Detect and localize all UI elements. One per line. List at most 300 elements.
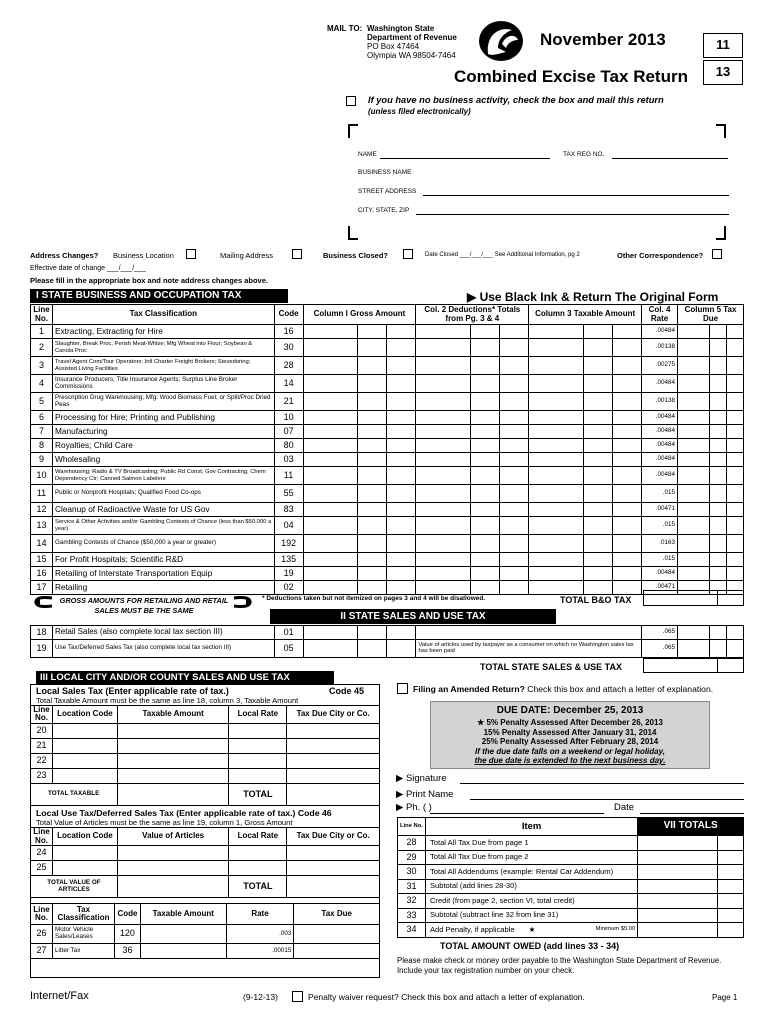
totals-item [425,894,637,909]
tax-row [31,944,380,959]
amount-field[interactable] [678,393,744,411]
effective-date-label: Effective date of change ___/___/___ [30,265,146,272]
amount-field[interactable] [416,375,529,393]
tax-rate: .015 [642,553,678,567]
total-sales-use-field[interactable] [643,658,744,673]
totals-item [425,836,637,851]
tax-row [31,517,744,535]
rate-field[interactable] [229,768,287,783]
line-no: 5 [31,393,53,411]
mail-address [367,24,457,60]
amount-field[interactable] [678,567,744,581]
penalty-waiver-checkbox[interactable] [292,991,303,1002]
amount-field[interactable] [303,517,416,535]
amount-field[interactable] [303,640,416,658]
tax-code: 36 [114,944,140,959]
amount-field[interactable] [416,553,529,567]
col-location-code: Location Code [52,706,117,724]
mail-line: PO Box 47464 [367,42,420,51]
signature-label: ▶ Signature [396,773,447,784]
tax-classification: Manufacturing [52,425,274,439]
tax-row [31,567,744,581]
amount-field[interactable] [678,425,744,439]
star-icon: ★ [528,924,536,934]
tax-code: 02 [274,581,303,595]
tax-due-field[interactable] [287,861,380,876]
total-bo-tax-field[interactable] [643,590,744,606]
tax-classification: Litter Tax [52,944,114,959]
signature-field[interactable] [460,783,744,784]
business-location-checkbox[interactable] [186,249,196,259]
tax-rate: .00138 [642,393,678,411]
tax-reg-field[interactable] [612,158,728,159]
amount-field[interactable] [678,467,744,485]
amount-field[interactable] [303,626,416,640]
tax-classification: Insurance Producers; Title Insurance Agents; Surplus Line Broker Commissions [52,375,274,393]
totals-row [398,850,744,865]
amount-field[interactable] [529,339,642,357]
amount-field[interactable] [529,411,642,425]
amount-field[interactable] [303,411,416,425]
tax-row [31,339,744,357]
penalty-15: 15% Penalty Assessed After January 31, 2014 [483,727,657,737]
location-code-field[interactable] [52,723,117,738]
section-1-table [30,304,744,595]
business-location-label: Business Location [113,251,174,260]
amount-field[interactable] [529,439,642,453]
amount-field[interactable] [416,453,529,467]
totals-amount-field[interactable] [638,894,718,909]
tax-code: 83 [274,503,303,517]
amount-field[interactable] [140,925,226,944]
city-field[interactable] [416,214,729,215]
line-no: 24 [31,846,53,861]
amount-field[interactable] [416,535,529,553]
payment-note: Please make check or money order payable to the Washington State Department of Revenue. Include your tax registration number on your check. [397,956,722,975]
amount-field[interactable] [529,453,642,467]
line-no: 9 [31,453,53,467]
tax-row [31,375,744,393]
tax-rate: .00275 [642,357,678,375]
gross-arrow-left-icon [32,594,54,610]
tax-row [31,425,744,439]
tax-classification: Warehousing; Radio & TV Broadcasting; Public Rd Const; Gov Contracting; Chem Dependency Ctr; Canned Salmon Labelers [52,467,274,485]
line-no: 19 [31,640,53,658]
col-line-no: Line No. [31,305,53,325]
tax-row [31,485,744,503]
dor-logo-icon [476,18,526,64]
total-tax-field[interactable] [287,876,380,898]
amount-field[interactable] [529,375,642,393]
no-activity-text: If you have no business activity, check the box and mail this return [368,95,664,105]
amount-field[interactable] [303,339,416,357]
total-value-field[interactable] [117,876,229,898]
other-correspondence-label: Other Correspondence? [617,251,704,260]
amount-field[interactable] [678,411,744,425]
amount-field[interactable] [678,339,744,357]
tax-row [31,503,744,517]
total-value-label: TOTAL VALUE OF ARTICLES [31,876,118,898]
tax-row [31,439,744,453]
tax-reg-label: TAX REG NO. [563,151,605,158]
business-name-label: BUSINESS NAME [358,169,412,176]
total-taxable-field[interactable] [117,783,229,805]
tax-code: 14 [274,375,303,393]
section-2-table [30,625,744,658]
mailing-address-checkbox[interactable] [292,249,302,259]
amount-field[interactable] [303,467,416,485]
amount-field[interactable] [678,357,744,375]
amount-field[interactable] [529,425,642,439]
phone-field[interactable] [430,813,604,814]
line-no: 8 [31,439,53,453]
amount-field[interactable] [678,503,744,517]
col-local-rate: Local Rate [229,828,287,846]
totals-item [425,879,637,894]
amount-field[interactable] [303,553,416,567]
section-3-bottom-table [30,903,380,959]
col-tax-classification: Tax Classification [52,904,114,925]
amount-field[interactable] [416,467,529,485]
amount-field[interactable] [303,567,416,581]
amount-field[interactable] [416,581,529,595]
line-no: 17 [31,581,53,595]
local-row [31,846,380,861]
amount-field[interactable] [416,485,529,503]
tax-row [31,357,744,375]
amount-field[interactable] [416,517,529,535]
return-month: November 2013 [540,30,666,49]
totals-table [397,817,744,938]
amount-field[interactable] [678,535,744,553]
totals-cents-field[interactable] [718,865,744,880]
totals-amount-field[interactable] [638,865,718,880]
line-no: 3 [31,357,53,375]
tax-classification: Cleanup of Radioactive Waste for US Gov [52,503,274,517]
amount-field[interactable] [529,517,642,535]
col-deductions: Col. 2 Deductions* Totals from Pg. 3 & 4 [416,305,529,325]
amount-field[interactable] [303,425,416,439]
rate-field[interactable] [229,723,287,738]
tax-classification: Processing for Hire; Printing and Publishing [52,411,274,425]
tax-classification: Gambling Contests of Chance ($50,000 a year or greater) [52,535,274,553]
location-code-field[interactable] [52,861,117,876]
total-tax-field[interactable] [287,783,380,805]
amount-field[interactable] [117,846,229,861]
tax-classification: Use Tax/Deferred Sales Tax (also complete local tax section III) [52,640,274,658]
tax-rate: .0163 [642,535,678,553]
phone-label: ▶ Ph. ( ) [396,802,432,813]
amount-field[interactable] [117,723,229,738]
totals-amount-field[interactable] [638,836,718,851]
amount-field[interactable] [529,503,642,517]
amount-field[interactable] [117,768,229,783]
amount-field[interactable] [529,393,642,411]
rate-field[interactable] [229,738,287,753]
amount-field[interactable] [303,439,416,453]
line-no: 30 [398,865,426,880]
tax-code: 04 [274,517,303,535]
amount-field[interactable] [529,325,642,339]
totals-cents-field[interactable] [718,923,744,938]
tax-due-field[interactable] [287,723,380,738]
line-no: 16 [31,567,53,581]
section-3-title: III LOCAL CITY AND/OR COUNTY SALES AND USE TAX [36,671,334,684]
col-tax-due: Tax Due City or Co. [287,706,380,724]
date-field[interactable] [640,813,744,814]
amended-rest: Check this box and attach a letter of explanation. [524,684,714,694]
tax-classification: Royalties; Child Care [52,439,274,453]
amount-field[interactable] [416,325,529,339]
total-sales-use-label: TOTAL STATE SALES & USE TAX [480,662,623,672]
tax-code: 07 [274,425,303,439]
tax-row [31,626,744,640]
tax-rate: .00471 [642,503,678,517]
line-no: 25 [31,861,53,876]
tax-code: 55 [274,485,303,503]
local-sales-label: Local Sales Tax (Enter applicable rate of tax.) [36,686,229,696]
col-value-articles: Value of Articles [117,828,229,846]
amount-field[interactable] [416,339,529,357]
amount-field[interactable] [678,325,744,339]
street-label: STREET ADDRESS [358,188,417,195]
star-icon: ★ [477,718,485,727]
amount-field[interactable] [117,753,229,768]
corner-mark [716,124,726,138]
tax-code: 135 [274,553,303,567]
location-code-field[interactable] [52,846,117,861]
tax-classification: Public or Nonprofit Hospitals; Qualified Food Co-ops [52,485,274,503]
amount-field[interactable] [117,861,229,876]
tax-rate: .00484 [642,453,678,467]
amount-field[interactable] [529,581,642,595]
amount-field[interactable] [416,357,529,375]
amount-field[interactable] [303,581,416,595]
line-no: 18 [31,626,53,640]
tax-row [31,467,744,485]
totals-item-text: Subtotal (subtract line 32 from line 31) [429,910,559,920]
tax-code: 192 [274,535,303,553]
amount-field[interactable] [416,626,642,640]
line-no: 13 [31,517,53,535]
amount-field[interactable] [416,425,529,439]
tax-rate: .00484 [642,467,678,485]
location-code-field[interactable] [52,753,117,768]
total-taxable-label: TOTAL TAXABLE [31,783,118,805]
amount-field[interactable] [678,485,744,503]
amount-field[interactable] [678,375,744,393]
tax-code: 16 [274,325,303,339]
tax-row [31,453,744,467]
totals-item [425,923,637,938]
totals-cents-field[interactable] [718,879,744,894]
col-line-no: Line No. [31,706,53,724]
tax-classification: Retailing of Interstate Transportation Equip [52,567,274,581]
local-row [31,861,380,876]
amount-field[interactable] [303,453,416,467]
tax-row [31,640,744,658]
rate-field[interactable] [229,753,287,768]
col-tax-due: Column 5 Tax Due [678,305,744,325]
line-no: 1 [31,325,53,339]
form-title: Combined Excise Tax Return [454,67,688,86]
local-sales-sub: Total Taxable Amount must be the same as line 18, column 3, Taxable Amount [36,696,299,705]
total-label: TOTAL [229,876,287,898]
local-use-sub: Total Value of Articles must be the same as line 19, column 1, Gross Amount [36,818,293,827]
print-name-field[interactable] [470,799,744,800]
line-no: 7 [31,425,53,439]
line-no: 23 [31,768,53,783]
tax-code: 11 [274,467,303,485]
amount-field[interactable] [303,535,416,553]
signature-text: Signature [405,773,447,784]
local-use-label: Local Use Tax/Deferred Sales Tax (Enter applicable rate of tax.) Code 46 [36,808,332,818]
tax-row [31,393,744,411]
name-field[interactable] [380,158,550,159]
totals-item [425,865,637,880]
weekend-note-2: the due date is extended to the next business day. [474,756,666,765]
amount-field[interactable] [416,439,529,453]
amount-field[interactable] [678,553,744,567]
amount-field[interactable] [678,517,744,535]
minimum-note: Minimum $5.00 [595,925,636,932]
tax-due-field[interactable] [294,925,380,944]
amount-field[interactable] [303,357,416,375]
line-no: 2 [31,339,53,357]
line-no: 14 [31,535,53,553]
totals-amount-field[interactable] [638,879,718,894]
penalty-5-text: 5% Penalty Assessed After December 26, 2013 [486,718,663,727]
amount-field[interactable] [140,944,226,959]
tax-due-field[interactable] [287,753,380,768]
tax-code: 05 [274,640,303,658]
tax-classification: Extracting, Extracting for Hire [52,325,274,339]
col-rate: Rate [226,904,294,925]
line-no: 33 [398,908,426,923]
totals-row [398,879,744,894]
amount-field[interactable] [678,626,744,640]
footer-date: (9-12-13) [243,992,278,1002]
amount-field[interactable] [529,553,642,567]
amount-field[interactable] [529,357,642,375]
penalty-5 [431,718,709,728]
amount-field[interactable] [678,439,744,453]
totals-amount-field[interactable] [638,908,718,923]
penalty-25: 25% Penalty Assessed After February 28, 2014 [481,737,659,746]
penalty-waiver-text: Penalty waiver request? Check this box and attach a letter of explanation. [308,992,585,1002]
col-tax-classification: Tax Classification [52,305,274,325]
local-row [31,753,380,768]
street-field[interactable] [423,195,729,196]
col-tax-due: Tax Due City or Co. [287,828,380,846]
amount-field[interactable] [416,411,529,425]
tax-code: 21 [274,393,303,411]
fill-note: Please fill in the appropriate box and note address changes above. [30,276,268,285]
no-activity-checkbox[interactable] [346,96,356,106]
tax-classification: Service & Other Activities and/or Gambling Contests of Chance (less than $50,000 a year) [52,517,274,535]
amount-field[interactable] [303,485,416,503]
tax-rate: .015 [642,517,678,535]
amount-field[interactable] [678,453,744,467]
tax-due-field[interactable] [287,768,380,783]
business-closed-label: Business Closed? [323,251,389,260]
col-line-no: Line No. [31,904,53,925]
amount-field[interactable] [303,325,416,339]
totals-item-text: Subtotal (add lines 28-30) [429,881,517,891]
gross-arrow-right-icon [232,594,254,610]
amended-return-checkbox[interactable] [397,683,408,694]
date-label: Date [614,802,635,813]
line-no: 11 [31,485,53,503]
tax-classification: For Profit Hospitals; Scientific R&D [52,553,274,567]
corner-mark [348,226,358,240]
tax-due-field[interactable] [287,846,380,861]
totals-cents-field[interactable] [718,850,744,865]
tax-rate: .00484 [642,411,678,425]
amount-field[interactable] [529,485,642,503]
totals-cents-field[interactable] [718,894,744,909]
tax-due-field[interactable] [294,944,380,959]
amount-field[interactable] [303,375,416,393]
other-correspondence-checkbox[interactable] [712,249,722,259]
totals-item-text: Total All Tax Due from page 2 [429,852,529,862]
deductions-note: * Deductions taken but not itemized on pages 3 and 4 will be disallowed. [262,595,486,602]
page-number: Page 1 [712,993,738,1002]
rate-field[interactable] [229,861,287,876]
business-closed-checkbox[interactable] [403,249,413,259]
amount-field[interactable] [529,535,642,553]
amount-field[interactable] [416,503,529,517]
location-code-field[interactable] [52,738,117,753]
totals-row [398,836,744,851]
rate-field[interactable] [229,846,287,861]
amount-field[interactable] [529,567,642,581]
col-taxable-amount: Taxable Amount [140,904,226,925]
tax-code: 28 [274,357,303,375]
amount-field[interactable] [303,393,416,411]
location-code-field[interactable] [52,768,117,783]
totals-cents-field[interactable] [718,836,744,851]
amount-field[interactable] [303,503,416,517]
amended-return-text [413,684,713,694]
local-sales-table [30,705,380,806]
tax-rate: .00015 [226,944,294,959]
amount-field[interactable] [117,738,229,753]
totals-item-text: Add Penalty, if applicable [429,924,515,934]
totals-item-text: Total All Tax Due from page 1 [429,837,529,847]
amount-field[interactable] [529,467,642,485]
col-location-code: Location Code [52,828,117,846]
amount-field[interactable] [416,567,529,581]
weekend-note: If the due date falls on a weekend or legal holiday, [475,746,665,756]
col-gross-amount: Column I Gross Amount [303,305,416,325]
tax-classification: Wholesaling [52,453,274,467]
amount-field[interactable] [416,393,529,411]
totals-row [398,865,744,880]
phone-paren: ( ) [422,802,432,813]
col-code: Code [114,904,140,925]
line-no: 21 [31,738,53,753]
totals-amount-field[interactable] [638,850,718,865]
totals-cents-field[interactable] [718,908,744,923]
due-date-title: DUE DATE: December 25, 2013 [496,705,644,716]
totals-amount-field[interactable] [638,923,718,938]
col-line-no: Line No. [398,818,426,836]
tax-row [31,325,744,339]
tax-due-field[interactable] [287,738,380,753]
amount-field[interactable] [678,640,744,658]
line-no: 12 [31,503,53,517]
